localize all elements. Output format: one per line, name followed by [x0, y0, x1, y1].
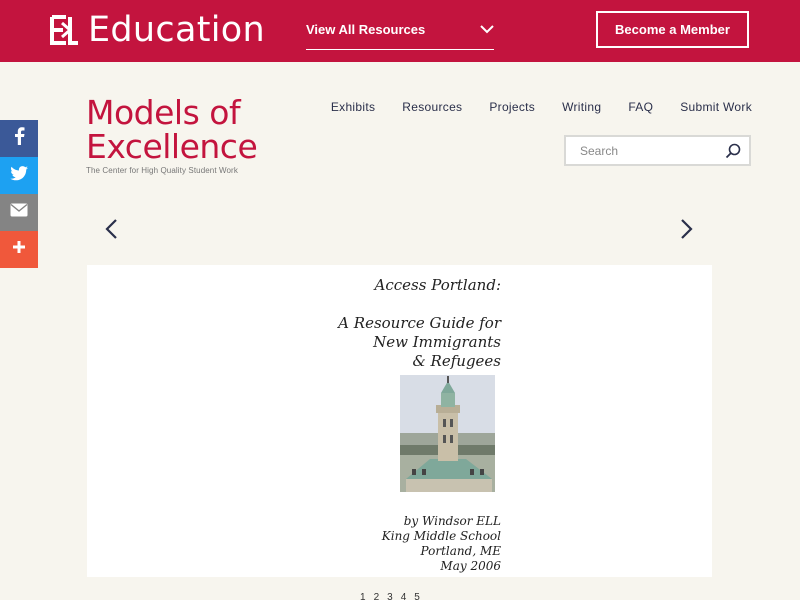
byline-line: King Middle School — [381, 529, 501, 543]
document-byline — [382, 514, 501, 574]
brand-word: Education — [88, 10, 265, 50]
carousel-prev-icon[interactable] — [104, 218, 118, 240]
search-box — [564, 135, 751, 166]
logo-line-1: Models of — [86, 93, 241, 132]
main-nav — [304, 100, 752, 114]
become-member-button[interactable]: Become a Member — [596, 11, 749, 48]
facebook-icon — [13, 127, 25, 150]
logo-tagline: The Center for High Quality Student Work — [86, 166, 238, 175]
more-share-button[interactable] — [0, 231, 38, 268]
el-education-logo[interactable] — [50, 10, 265, 50]
nav-item-projects[interactable]: Projects — [489, 100, 536, 114]
byline-line: Portland, ME — [420, 544, 501, 558]
nav-item-submit-work[interactable]: Submit Work — [680, 100, 752, 114]
pager-item[interactable]: 4 — [400, 592, 407, 600]
view-all-label: View All Resources — [306, 22, 426, 37]
city-hall-photo — [400, 375, 495, 492]
nav-item-resources[interactable]: Resources — [402, 100, 463, 114]
document-subtitle — [338, 314, 501, 371]
nav-item-faq[interactable]: FAQ — [628, 100, 654, 114]
pager-item[interactable]: 2 — [373, 592, 380, 600]
search-input[interactable] — [566, 144, 716, 158]
el-logo-mark-icon — [50, 14, 80, 46]
subtitle-line: & Refugees — [412, 352, 501, 370]
nav-item-writing[interactable]: Writing — [562, 100, 602, 114]
twitter-icon — [10, 166, 28, 186]
plus-icon — [12, 240, 26, 259]
models-of-excellence-logo[interactable] — [86, 93, 258, 175]
facebook-share-button[interactable] — [0, 120, 38, 157]
logo-line-2: Excellence — [86, 127, 258, 166]
top-bar — [0, 0, 800, 62]
pager-item[interactable]: 1 — [360, 592, 366, 600]
byline-line: May 2006 — [440, 559, 501, 573]
document-title: Access Portland: — [374, 276, 501, 294]
subtitle-line: A Resource Guide for — [338, 314, 501, 332]
view-all-resources-dropdown[interactable] — [306, 22, 494, 50]
pager-item[interactable]: 5 — [414, 592, 420, 600]
email-share-button[interactable] — [0, 194, 38, 231]
chevron-down-icon — [480, 22, 494, 36]
subtitle-line: New Immigrants — [373, 333, 501, 351]
search-icon[interactable] — [725, 143, 741, 159]
social-share-bar — [0, 120, 38, 268]
email-icon — [10, 203, 28, 222]
carousel-slide — [87, 265, 712, 577]
nav-item-exhibits[interactable]: Exhibits — [330, 100, 376, 114]
twitter-share-button[interactable] — [0, 157, 38, 194]
carousel-pager — [360, 592, 420, 600]
carousel-next-icon[interactable] — [680, 218, 694, 240]
byline-line: by Windsor ELL — [403, 514, 501, 528]
document-cover — [283, 265, 505, 577]
pager-item[interactable]: 3 — [387, 592, 393, 600]
